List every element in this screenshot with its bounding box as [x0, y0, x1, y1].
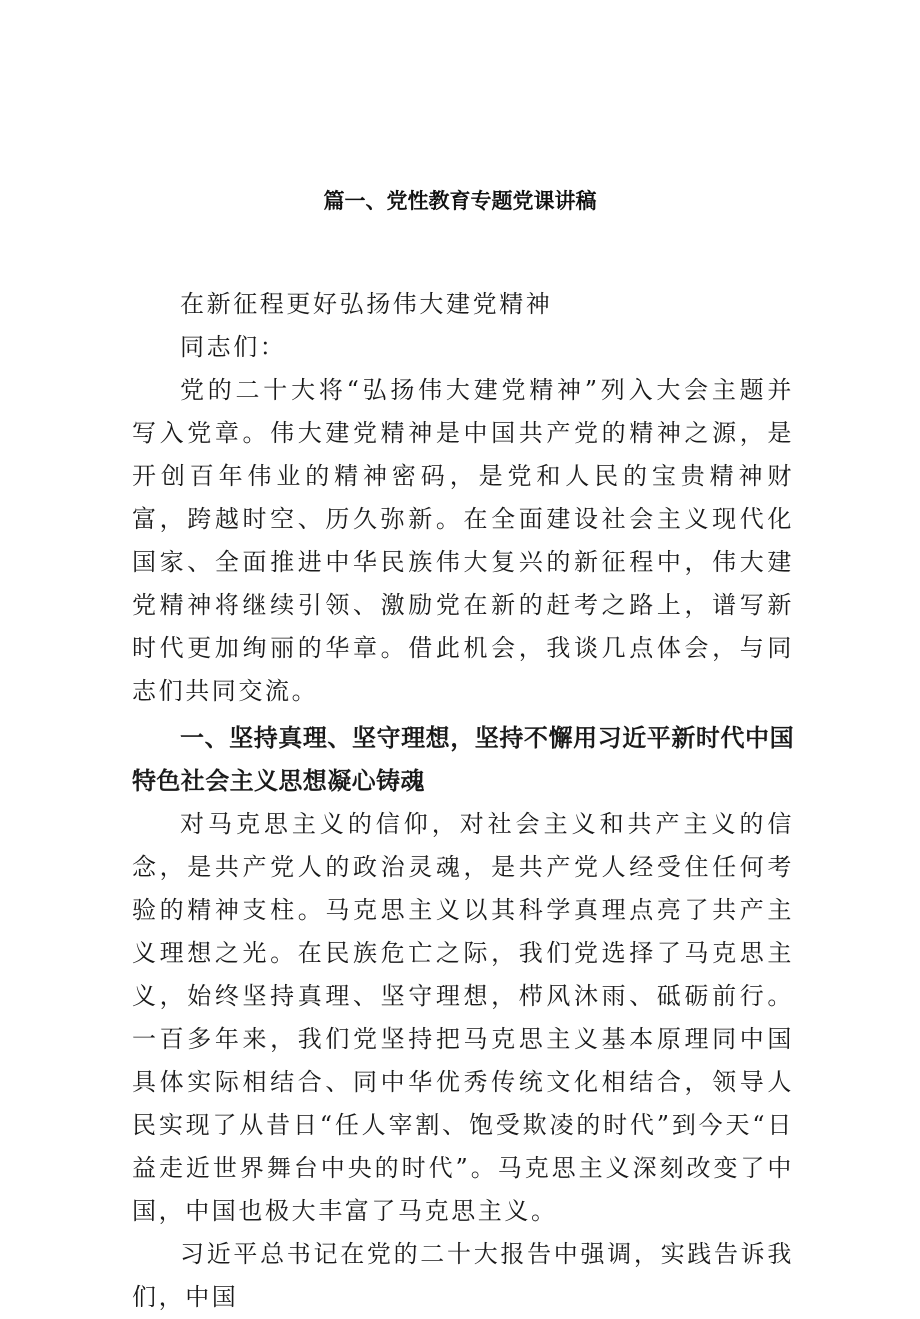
document-title: 篇一、党性教育专题党课讲稿 — [323, 189, 597, 213]
document-body — [132, 283, 794, 1319]
section1-paragraph-1: 对马克思主义的信仰，对社会主义和共产主义的信念，是共产党人的政治灵魂，是共产党人经受住任何考验的精神支柱。马克思主义以其科学真理点亮了共产主义理想之光。在民族危亡之际，我们党选择了马克思主义，始终坚持真理、坚守理想，栉风沐雨、砥砺前行。一百多年来，我们党坚持把马克思主义基本原理同中国具体实际相结合、同中华优秀传统文化相结合，领导人民实现了从昔日“任人宰割、饱受欺凌的时代”到今天“日益走近世界舞台中央的时代”。马克思主义深刻改变了中国，中国也极大丰富了马克思主义。 — [132, 810, 794, 1225]
section-heading-1: 一、坚持真理、坚守理想，坚持不懈用习近平新时代中国特色社会主义思想凝心铸魂 — [132, 724, 794, 795]
salutation: 同志们： — [180, 333, 287, 361]
intro-paragraph: 党的二十大将“弘扬伟大建党精神”列入大会主题并写入党章。伟大建党精神是中国共产党的精神之源，是开创百年伟业的精神密码，是党和人民的宝贵精神财富，跨越时空、历久弥新。在全面建设社会主义现代化国家、全面推进中华民族伟大复兴的新征程中，伟大建党精神将继续引领、激励党在新的赶考之路上，谱写新时代更加绚丽的华章。借此机会，我谈几点体会，与同志们共同交流。 — [132, 376, 794, 705]
subtitle-line: 在新征程更好弘扬伟大建党精神 — [180, 290, 553, 318]
section1-paragraph-2: 习近平总书记在党的二十大报告中强调，实践告诉我们，中国 — [132, 1240, 794, 1311]
